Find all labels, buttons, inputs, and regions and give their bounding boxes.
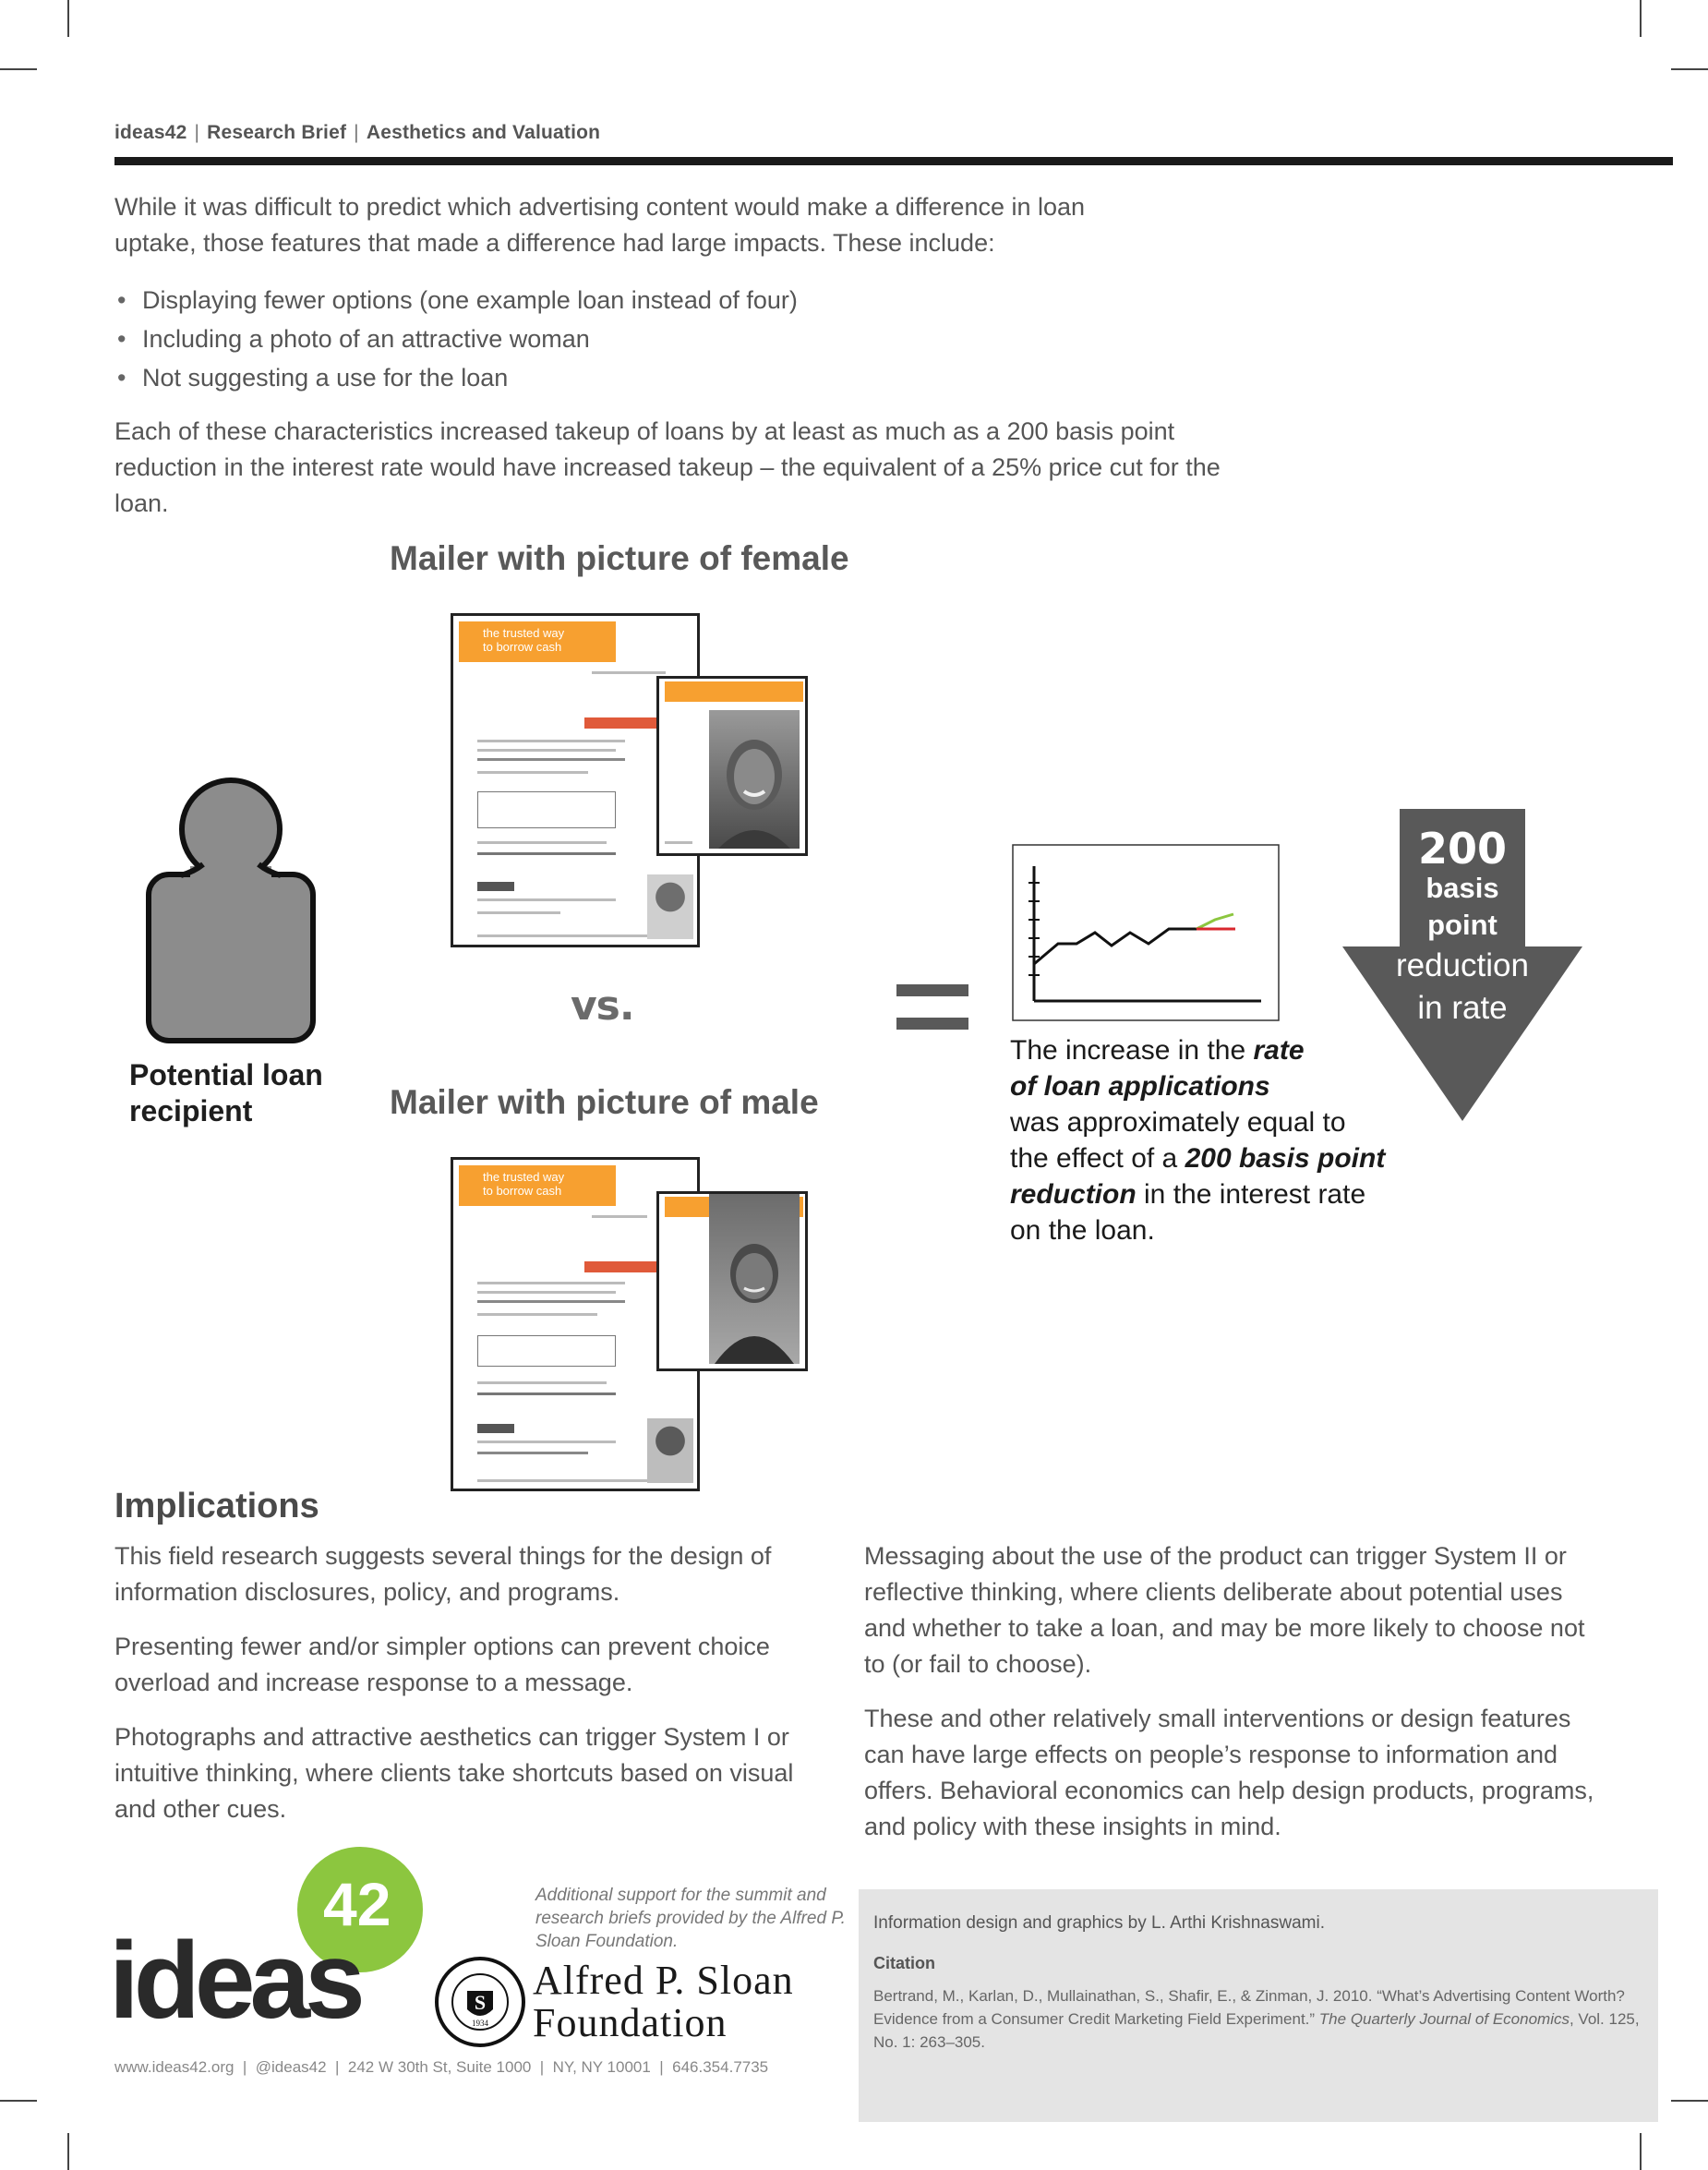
increase-explanation: The increase in the rate of loan applications was approximately equal to the effect of a 200 basis point reduction in the interest rate on the loan. bbox=[1010, 1035, 1386, 1246]
svg-text:1934: 1934 bbox=[472, 2019, 488, 2028]
implications-paragraph: These and other relatively small interventions or design features can have large effects on people’s response to information and offers. Behavioral economics can help design products, programs, and policy with these insights in mind. bbox=[864, 1705, 1594, 1840]
mailer-band-text: the trusted way bbox=[483, 1170, 565, 1184]
svg-text:S: S bbox=[474, 1991, 487, 2014]
design-credit: Information design and graphics by L. Arthi Krishnaswami. bbox=[873, 1913, 1325, 1933]
running-header: ideas42 | Research Brief | Aesthetics and Valuation bbox=[114, 122, 601, 143]
ideas42-logo-number: 42 bbox=[323, 1870, 391, 1938]
implications-paragraph: Presenting fewer and/or simpler options can prevent choice overload and increase response to a message. bbox=[114, 1633, 770, 1696]
vs-label: vs. bbox=[571, 983, 634, 1030]
equals-sign bbox=[896, 984, 968, 996]
crop-mark bbox=[0, 2100, 37, 2102]
list-item: • Not suggesting a use for the loan bbox=[114, 358, 1130, 397]
crop-mark bbox=[67, 0, 69, 37]
implications-heading: Implications bbox=[114, 1487, 319, 1525]
crop-mark bbox=[1640, 0, 1642, 37]
citation-heading: Citation bbox=[873, 1954, 935, 1972]
sloan-foundation-name: Alfred P. Sloan Foundation bbox=[533, 1958, 794, 2045]
crop-mark bbox=[0, 68, 37, 70]
male-mailer-title: Mailer with picture of male bbox=[390, 1083, 819, 1121]
person-icon bbox=[138, 776, 323, 1049]
implications-right-column bbox=[864, 1538, 1603, 1863]
header-rule bbox=[114, 157, 1673, 165]
female-photo-small bbox=[647, 874, 693, 939]
crop-mark bbox=[67, 2133, 69, 2170]
support-note: Additional support for the summit and research briefs provided by the Alfred P. Sloan Foundation. bbox=[535, 1886, 846, 1951]
arrow-text: reduction bbox=[1396, 947, 1529, 983]
credits-box bbox=[859, 1889, 1658, 2122]
male-photo bbox=[709, 1191, 800, 1364]
line-chart-icon bbox=[1012, 844, 1280, 1021]
female-photo bbox=[709, 710, 800, 849]
person-label: Potential loan recipient bbox=[129, 1058, 323, 1127]
crop-mark bbox=[1671, 2100, 1708, 2102]
female-mailer-title: Mailer with picture of female bbox=[390, 539, 849, 577]
header-brand: ideas42 bbox=[114, 122, 187, 143]
contact-line: www.ideas42.org | @ideas42 | 242 W 30th St, Suite 1000 | NY, NY 10001 | 646.354.7735 bbox=[114, 2058, 769, 2076]
implications-paragraph: Messaging about the use of the product can trigger System II or reflective thinking, where clients deliberate about potential uses and whether to take a loan, and may be more likely to choose not to (or fail to choose). bbox=[864, 1542, 1585, 1678]
arrow-text: basis bbox=[1425, 872, 1499, 904]
implications-paragraph: This field research suggests several things for the design of information disclosures, policy, and programs. bbox=[114, 1542, 772, 1606]
effect-paragraph: Each of these characteristics increased takeup of loans by at least as much as a 200 basis point reduction in the interest rate would have increased takeup – the equivalent of a 25% price cut for the loan. bbox=[114, 417, 1221, 517]
male-photo-small bbox=[647, 1418, 693, 1483]
sloan-seal-icon bbox=[434, 1956, 526, 2048]
equals-sign bbox=[896, 1018, 968, 1030]
intro-paragraph: While it was difficult to predict which advertising content would make a difference in loan uptake, those features that made a difference had large impacts. These include: bbox=[114, 193, 1086, 257]
list-item: • Including a photo of an attractive woman bbox=[114, 319, 1130, 358]
implications-left-column bbox=[114, 1538, 835, 1846]
list-item: • Displaying fewer options (one example loan instead of four) bbox=[114, 281, 1130, 319]
implications-paragraph: Photographs and attractive aesthetics can trigger System I or intuitive thinking, where clients take shortcuts based on visual and other cues. bbox=[114, 1723, 794, 1823]
citation-text: Bertrand, M., Karlan, D., Mullainathan, S., Shafir, E., & Zinman, J. 2010. “What’s Advertising Content Worth? Evidence from a Consumer Credit Marketing Field Experiment.” The Quarterly Journal of Economics, Vol. 125, No. 1: 263–305. bbox=[873, 1987, 1640, 2051]
mailer-band-text: to borrow cash bbox=[483, 1184, 562, 1198]
male-mailer-card bbox=[656, 1191, 808, 1371]
mailer-band-text: to borrow cash bbox=[483, 640, 562, 654]
mailer-band-text: the trusted way bbox=[483, 626, 565, 640]
arrow-number: 200 bbox=[1417, 824, 1508, 874]
crop-mark bbox=[1671, 68, 1708, 70]
header-topic: Aesthetics and Valuation bbox=[366, 122, 601, 143]
findings-list bbox=[114, 281, 1130, 397]
arrow-text: in rate bbox=[1417, 990, 1508, 1026]
female-mailer-card bbox=[656, 676, 808, 856]
arrow-text: point bbox=[1427, 909, 1498, 941]
header-section: Research Brief bbox=[207, 122, 347, 143]
crop-mark bbox=[1640, 2133, 1642, 2170]
ideas42-logo-text: ideas bbox=[109, 1920, 360, 2042]
